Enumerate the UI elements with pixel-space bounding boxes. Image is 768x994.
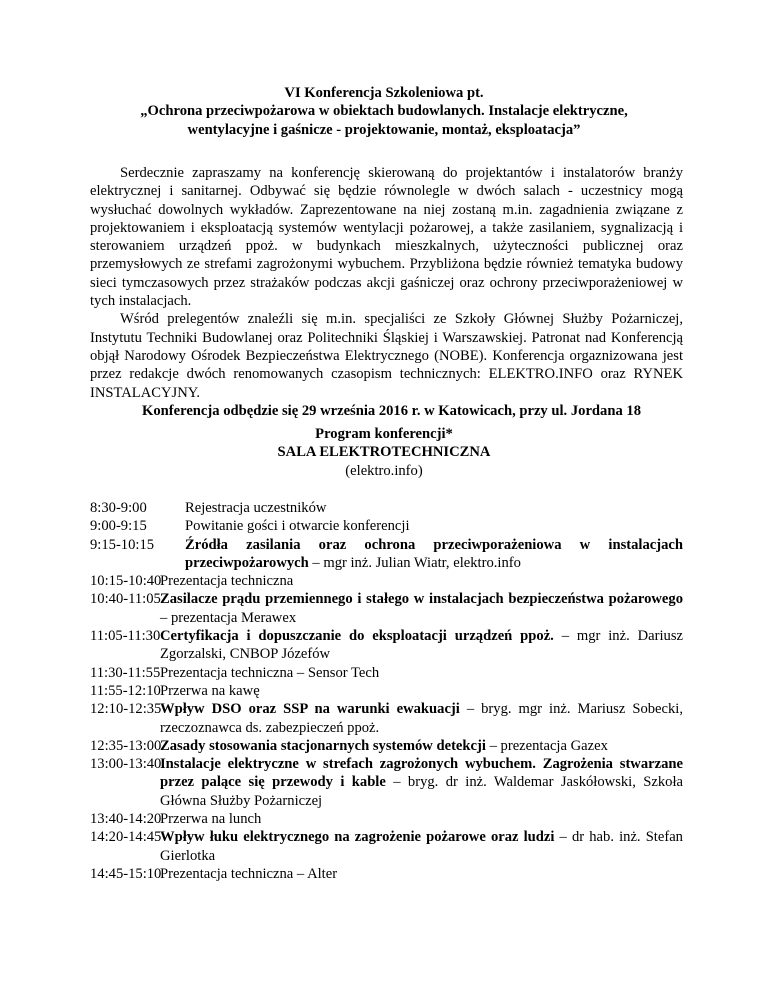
room-name: SALA ELEKTROTECHNICZNA <box>277 444 491 461</box>
intro-paragraph-2: Wśród prelegentów znaleźli się m.in. specjaliści ze Szkoły Głównej Służby Pożarniczej, Instytutu Techniki Budowlanej oraz Politechniki Śląskiej i Warszawskiej. Patronat nad Konferencją objął Narodowy Ośrodek Bezpieczeństwa Elektrycznego (NOBE). Konferencja orgaznizowana jest przez redakcje dwóch renomowanych czasopism technicznych: ELEKTRO.INFO oraz RYNEK INSTALACYJNY. <box>90 311 683 401</box>
schedule-desc: Przerwa na kawę <box>160 682 260 699</box>
schedule-list <box>90 499 683 883</box>
schedule-row <box>90 755 683 810</box>
schedule-row <box>90 517 683 535</box>
schedule-desc: Certyfikacja i dopuszczanie do eksploatacji urządzeń ppoż. – mgr inż. Dariusz Zgorzalski, CNBOP Józefów <box>160 628 683 663</box>
room-sponsor: (elektro.info) <box>345 462 423 479</box>
document-header <box>0 84 768 139</box>
intro-paragraph-1: Serdecznie zapraszamy na konferencję skierowaną do projektantów i instalatorów branży elektrycznej i sanitarnej. Odbywać się będzie równolegle w dwóch salach - uczestnicy mogą wysłuchać dowolnych wykładów. Zaprezentowane na niej zostaną m.in. zagadnienia związane z projektowaniem i eksploatacją systemów wentylacji pożarowej, a także zasilaniem, sygnalizacją i sterowaniem urządzeń ppoż. w budynkach mieszkalnych, użyteczności publicznej oraz przemysłowych ze strefami zagrożonymi wybuchem. Przybliżona będzie również tematyka budowy sieci tymczasowych przez strażaków podczas akcji gaśniczej oraz ochrony przeciwporażeniowej w tych instalacjach. <box>90 165 683 310</box>
schedule-row <box>90 590 683 627</box>
schedule-time: 9:00-9:15 <box>90 518 147 535</box>
schedule-row <box>90 865 683 883</box>
schedule-row <box>90 700 683 737</box>
schedule-desc: Zasilacze prądu przemiennego i stałego w instalacjach bezpieczeństwa pożarowego – prezentacja Merawex <box>160 591 683 626</box>
schedule-time: 10:40-11:05 <box>90 591 161 608</box>
schedule-time: 12:35-13:00 <box>90 737 162 754</box>
schedule-row <box>90 499 683 517</box>
schedule-row <box>90 810 683 828</box>
schedule-desc: Prezentacja techniczna <box>160 573 294 590</box>
header-line-2: „Ochrona przeciwpożarowa w obiektach budowlanych. Instalacje elektryczne, <box>140 103 628 120</box>
intro-section <box>90 164 683 420</box>
schedule-time: 9:15-10:15 <box>90 536 155 553</box>
schedule-desc: Źródła zasilania oraz ochrona przeciwporażeniowa w instalacjach przeciwpożarowych – mgr inż. Julian Wiatr, elektro.info <box>185 536 683 571</box>
schedule-desc: Rejestracja uczestników <box>185 500 327 516</box>
schedule-time: 11:05-11:30 <box>90 628 161 645</box>
schedule-desc: Prezentacja techniczna – Alter <box>160 865 338 882</box>
schedule-time: 8:30-9:00 <box>90 500 147 516</box>
schedule-row <box>90 627 683 664</box>
header-line-3: wentylacyjne i gaśnicze - projektowanie, montaż, eksploatacja” <box>187 121 581 138</box>
schedule-row <box>90 828 683 865</box>
schedule-time: 12:10-12:35 <box>90 701 162 718</box>
schedule-desc: Powitanie gości i otwarcie konferencji <box>185 518 410 535</box>
schedule-desc: Zasady stosowania stacjonarnych systemów detekcji – prezentacja Gazex <box>160 737 608 754</box>
schedule-row <box>90 682 683 700</box>
schedule-row <box>90 737 683 755</box>
schedule-desc: Prezentacja techniczna – Sensor Tech <box>160 664 380 681</box>
schedule-time: 11:55-12:10 <box>90 682 161 699</box>
schedule-desc: Wpływ DSO oraz SSP na warunki ewakuacji – bryg. mgr inż. Mariusz Sobecki, rzeczoznawca ds. zabezpieczeń ppoż. <box>160 701 683 736</box>
program-heading <box>0 425 768 480</box>
header-line-1: VI Konferencja Szkoleniowa pt. <box>284 85 484 101</box>
schedule-time: 13:40-14:20 <box>90 811 162 828</box>
schedule-row <box>90 572 683 590</box>
schedule-time: 13:00-13:40 <box>90 756 162 773</box>
program-title: Program konferencji* <box>315 426 453 442</box>
schedule-time: 14:45-15:10 <box>90 865 162 882</box>
schedule-time: 14:20-14:45 <box>90 829 162 846</box>
venue-line: Konferencja odbędzie się 29 września 2016 r. w Katowicach, przy ul. Jordana 18 <box>142 402 641 419</box>
schedule-desc: Wpływ łuku elektrycznego na zagrożenie pożarowe oraz ludzi – dr hab. inż. Stefan Gierlotka <box>160 829 683 864</box>
schedule-row <box>90 664 683 682</box>
schedule-time: 11:30-11:55 <box>90 664 161 681</box>
schedule-desc: Przerwa na lunch <box>160 811 262 828</box>
schedule-row <box>90 536 683 573</box>
schedule-desc: Instalacje elektryczne w strefach zagrożonych wybuchem. Zagrożenia stwarzane przez palące się przewody i kable – bryg. dr inż. Waldemar Jaskółowski, Szkoła Główna Służby Pożarniczej <box>160 756 683 809</box>
schedule-time: 10:15-10:40 <box>90 573 162 590</box>
